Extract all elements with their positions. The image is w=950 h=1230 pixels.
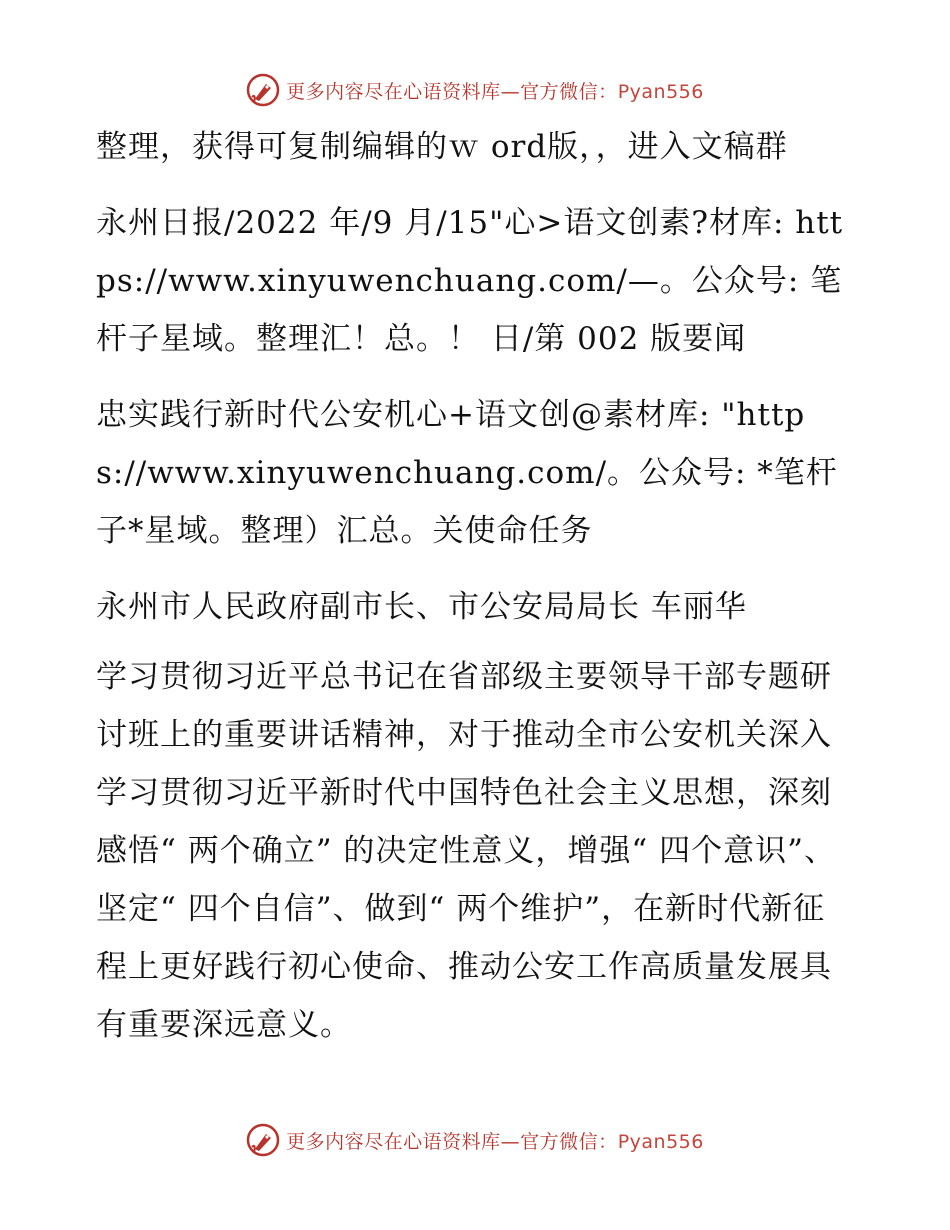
paragraph: 整理，获得可复制编辑的ｗ ord版，，进入文稿群 [96, 129, 788, 165]
banner-separator: — [500, 80, 521, 103]
banner-text [286, 1127, 704, 1154]
banner-text [286, 77, 704, 104]
banner-separator: — [500, 1130, 521, 1153]
banner-title: 更多内容尽在心语资料库 [286, 80, 501, 103]
banner-wechat-label: 官方微信： [520, 1130, 618, 1153]
pen-nib-logo-icon [246, 1123, 280, 1157]
banner-wechat-label: 官方微信： [520, 80, 618, 103]
header-watermark-banner [0, 70, 950, 110]
footer-watermark-banner [0, 1120, 950, 1160]
paragraph: 忠实践行新时代公安机心+语文创@素材库: "https://www.xinyuwenchuang.com/。公众号: *笔杆子*星域。整理）汇总。关使命任务 [96, 397, 838, 549]
document-body [96, 118, 856, 1072]
pen-nib-logo-icon [246, 73, 280, 107]
banner-wechat-id: Pyan556 [617, 1130, 704, 1153]
paragraph: 永州市人民政府副市长、市公安局局长 车丽华 [96, 589, 747, 625]
banner-wechat-id: Pyan556 [617, 80, 704, 103]
paragraph: 学习贯彻习近平总书记在省部级主要领导干部专题研讨班上的重要讲话精神，对于推动全市公安机关深入学习贯彻习近平新时代中国特色社会主义思想，深刻感悟“ 两个确立” 的决定性意义，增强“ 四个意识”、坚定“ 四个自信”、做到“ 两个维护”，在新时代新征程上更好践行初心使命、推动公安工作高质量发展具有重要深远意义。 [96, 659, 836, 1043]
paragraph: 永州日报/2022 年/9 月/15"心>语文创素?材库: https://www.xinyuwenchuang.com/—。公众号: 笔杆子星域。整理汇！总。！ 日/第 002 版要闻 [96, 205, 844, 357]
banner-title: 更多内容尽在心语资料库 [286, 1130, 501, 1153]
